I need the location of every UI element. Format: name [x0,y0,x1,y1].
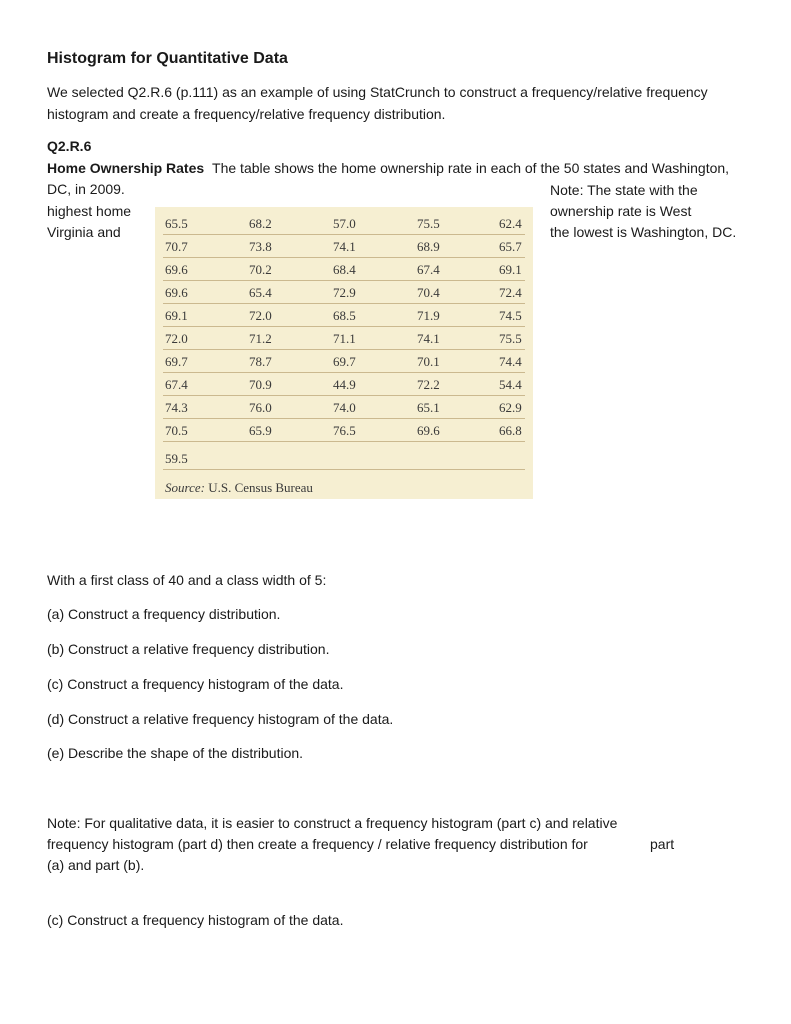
table-cell: 78.7 [249,354,272,369]
table-cell: 74.1 [417,331,440,346]
source-text: U.S. Census Bureau [208,480,313,495]
task-b: (b) Construct a relative frequency distribution. [47,641,330,657]
problem-id: Q2.R.6 [47,138,92,154]
left-fragment-2: Virginia and [47,224,121,240]
table-cell: 57.0 [333,216,356,231]
table-cell: 67.4 [417,262,440,277]
table-row [163,350,525,373]
table-cell: 65.5 [165,216,188,231]
table-cell: 72.0 [165,331,188,346]
table-cell: 76.5 [333,423,356,438]
table-row [163,258,525,281]
note2-part: part [650,836,675,852]
table-source [165,480,313,496]
table-cell: 69.6 [417,423,440,438]
table-cell: 71.2 [249,331,272,346]
table-row [163,447,525,470]
table-cell: 68.4 [333,262,356,277]
table-cell: 68.5 [333,308,356,323]
table-cell: 65.1 [417,400,440,415]
ownership-rate-table [155,207,533,499]
table-cell: 74.4 [499,354,522,369]
table-row [163,304,525,327]
table-cell: 59.5 [165,451,188,466]
task-e: (e) Describe the shape of the distribution. [47,745,304,761]
table-row [163,212,525,235]
table-cell: 62.9 [499,400,522,415]
table-cell: 72.2 [417,377,440,392]
table-cell: 62.4 [499,216,522,231]
table-row [163,373,525,396]
table-row [163,235,525,258]
table-cell: 74.5 [499,308,522,323]
problem-text: The table shows the home ownership rate in each of the 50 states and Washington, [212,160,730,176]
table-cell: 75.5 [499,331,522,346]
table-cell: 65.9 [249,423,272,438]
table-cell: 73.8 [249,239,272,254]
table-cell: 69.6 [165,285,188,300]
table-cell: 68.9 [417,239,440,254]
problem-line-2: DC, in 2009. [47,181,125,197]
intro-paragraph: We selected Q2.R.6 (p.111) as an example of using StatCrunch to construct a frequency/relative frequency histogram and create a frequency/relative frequency distribution. [47,84,708,122]
table-row [163,419,525,442]
table-cell: 54.4 [499,377,522,392]
table-row [163,396,525,419]
table-cell: 70.5 [165,423,188,438]
table-cell: 69.1 [499,262,522,277]
table-cell: 75.5 [417,216,440,231]
table-cell: 44.9 [333,377,356,392]
table-cell: 69.7 [165,354,188,369]
table-cell: 74.3 [165,400,188,415]
table-row [163,281,525,304]
table-cell: 70.9 [249,377,272,392]
table-cell: 74.0 [333,400,356,415]
table-cell: 72.9 [333,285,356,300]
final-task: (c) Construct a frequency histogram of the data. [47,912,344,928]
note-line-3: the lowest is Washington, DC. [550,224,737,240]
note-line-2: ownership rate is West [550,203,692,219]
table-cell: 72.4 [499,285,522,300]
table-cell: 69.1 [165,308,188,323]
task-c: (c) Construct a frequency histogram of the data. [47,676,344,692]
note-line-1: Note: The state with the [550,182,698,198]
left-fragment-1: highest home [47,203,132,219]
table-cell: 70.7 [165,239,188,254]
table-cell: 70.1 [417,354,440,369]
table-cell: 76.0 [249,400,272,415]
table-cell: 72.0 [249,308,272,323]
table-cell: 68.2 [249,216,272,231]
table-cell: 69.7 [333,354,356,369]
source-label: Source: [165,480,205,495]
problem-line-1 [47,160,729,176]
instruction: With a first class of 40 and a class width of 5: [47,572,327,588]
page-heading: Histogram for Quantitative Data [47,50,288,67]
problem-title: Home Ownership Rates [47,160,205,176]
table-cell: 65.7 [499,239,522,254]
note2-line-3: (a) and part (b). [47,857,145,873]
note2-line-1: Note: For qualitative data, it is easier to construct a frequency histogram (part c) and relative [47,815,618,831]
table-cell: 70.2 [249,262,272,277]
task-a: (a) Construct a frequency distribution. [47,606,281,622]
note2-line-2: frequency histogram (part d) then create a frequency / relative frequency distribution for [47,836,588,852]
table-cell: 69.6 [165,262,188,277]
table-cell: 71.9 [417,308,440,323]
task-d: (d) Construct a relative frequency histogram of the data. [47,711,394,727]
table-row [163,327,525,350]
table-cell: 70.4 [417,285,440,300]
table-cell: 71.1 [333,331,356,346]
table-cell: 66.8 [499,423,522,438]
table-cell: 65.4 [249,285,272,300]
table-cell: 67.4 [165,377,188,392]
table-cell: 74.1 [333,239,356,254]
